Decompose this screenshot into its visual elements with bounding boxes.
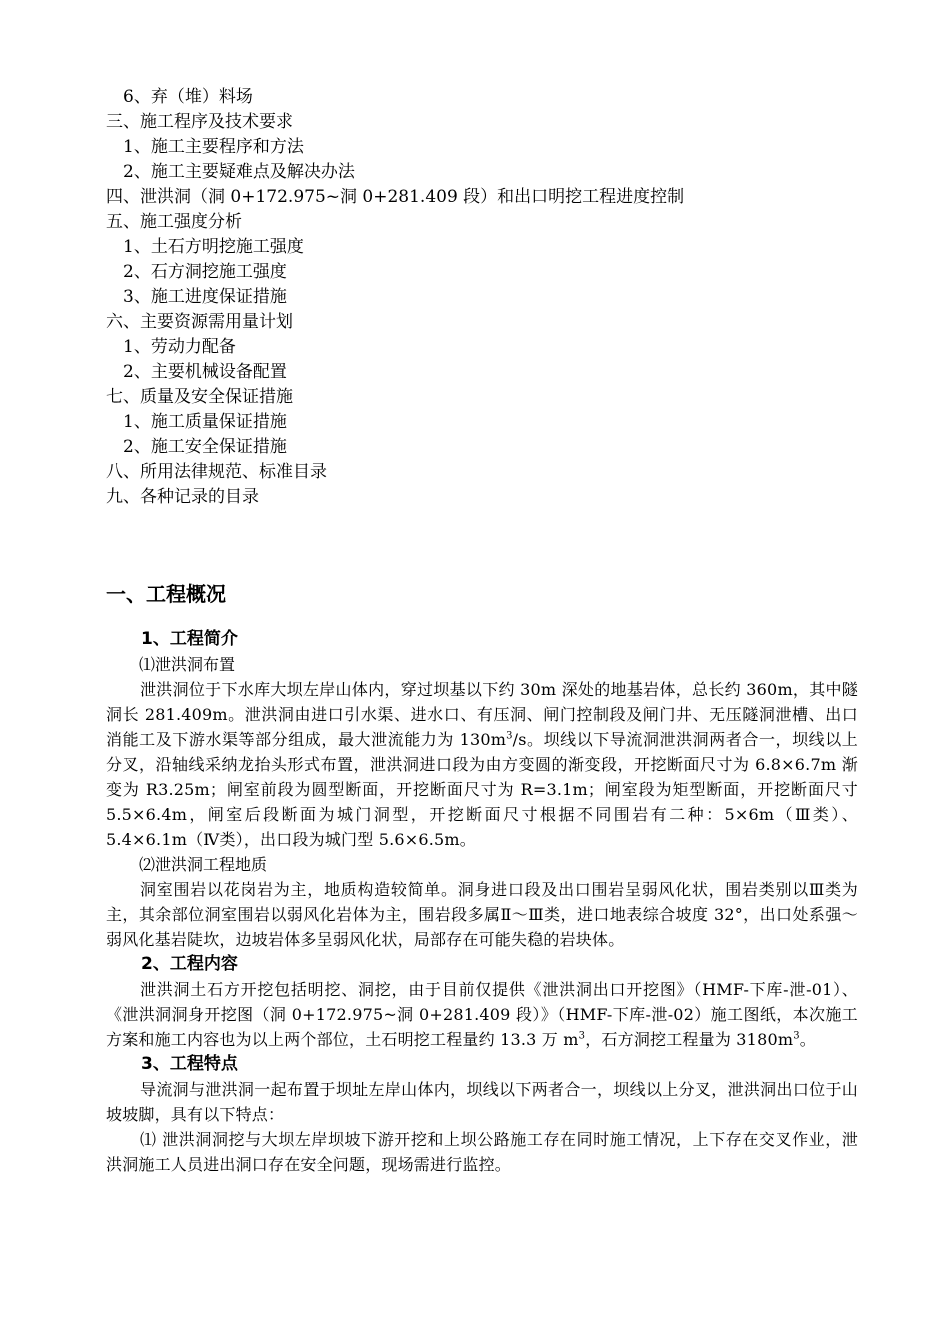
toc-item: 八、所用法律规范、标准目录	[106, 462, 327, 482]
table-of-contents	[106, 85, 866, 510]
paragraph-text: ，石方洞挖工程量为 3180m	[585, 1030, 794, 1049]
subsection-title: 1、工程简介	[141, 629, 238, 649]
section-body	[106, 627, 858, 1177]
item-heading: ⑵泄洪洞工程地质	[139, 855, 268, 874]
toc-item: 四、泄洪洞（洞 0+172.975~洞 0+281.409 段）和出口明挖工程进度控制	[106, 187, 685, 207]
toc-item: 2、石方洞挖施工强度	[123, 262, 287, 282]
section-heading: 一、工程概况	[106, 582, 226, 606]
paragraph: 洞室围岩以花岗岩为主，地质构造较简单。洞身进口段及出口围岩呈弱风化状，围岩类别以Ⅲ类为主，其余部位洞室围岩以弱风化岩体为主，围岩段多属Ⅱ～Ⅲ类，进口地表综合坡度 32°，出口处系强～弱风化基岩陡坎，边坡岩体多呈弱风化状，局部存在可能失稳的岩块体。	[106, 880, 858, 949]
subsection-title: 2、工程内容	[141, 954, 238, 974]
paragraph-text: 。	[799, 1030, 816, 1049]
paragraph-text: 泄洪洞土石方开挖包括明挖、洞挖，由于目前仅提供《泄洪洞出口开挖图》（HMF-下库-泄-01）、《泄洪洞洞身开挖图（洞 0+172.975~洞 0+281.409 段）》（HMF-下库-泄-02）施工图纸，本次施工方案和施工内容也为以上两个部位，土石明挖工程量约 13.3 万 m	[106, 980, 858, 1049]
paragraph-text: 泄洪洞位于下水库大坝左岸山体内，穿过坝基以下约 30m 深处的地基岩体，总长约 360m，其中隧洞长 281.409m。泄洪洞由进口引水渠、进水口、有压洞、闸门控制段及闸门井、无压隧洞泄槽、出口消能工及下游水渠等部分组成，最大泄流能力为 130m	[106, 680, 858, 749]
paragraph-text: /s。坝线以下导流洞泄洪洞两者合一，坝线以上分叉，沿轴线采纳龙抬头形式布置，泄洪洞进口段为由方变圆的渐变段，开挖断面尺寸为 6.8×6.7m 渐变为 R3.25m；闸室前段为圆型断面，开挖断面尺寸为 R=3.1m；闸室段为矩型断面，开挖断面尺寸 5.5×6.4m，闸室后段断面为城门洞型，开挖断面尺寸根据不同围岩有二种：5×6m（Ⅲ类）、5.4×6.1m（Ⅳ类），出口段为城门型 5.6×6.5m。	[106, 730, 858, 849]
toc-item: 九、各种记录的目录	[106, 487, 259, 507]
toc-item: 3、施工进度保证措施	[123, 287, 287, 307]
toc-item: 2、施工安全保证措施	[123, 437, 287, 457]
toc-item: 1、土石方明挖施工强度	[123, 237, 304, 257]
toc-item: 七、质量及安全保证措施	[106, 387, 293, 407]
toc-item: 三、施工程序及技术要求	[106, 112, 293, 132]
toc-item: 6、弃（堆）料场	[123, 87, 253, 107]
paragraph	[106, 677, 858, 852]
superscript: 3	[506, 730, 513, 742]
superscript: 3	[578, 1030, 586, 1042]
toc-item: 1、施工质量保证措施	[123, 412, 287, 432]
paragraph: ⑴ 泄洪洞洞挖与大坝左岸坝坡下游开挖和上坝公路施工存在同时施工情况，上下存在交叉作业，泄洪洞施工人员进出洞口存在安全问题，现场需进行监控。	[106, 1130, 858, 1174]
paragraph	[106, 977, 858, 1052]
toc-item: 1、劳动力配备	[123, 337, 236, 357]
toc-item: 2、施工主要疑难点及解决办法	[123, 162, 355, 182]
subsection-title: 3、工程特点	[141, 1054, 238, 1074]
toc-item: 2、主要机械设备配置	[123, 362, 287, 382]
superscript: 3	[793, 1030, 800, 1042]
toc-item: 六、主要资源需用量计划	[106, 312, 293, 332]
toc-item: 1、施工主要程序和方法	[123, 137, 304, 157]
item-heading: ⑴泄洪洞布置	[139, 655, 236, 674]
toc-item: 五、施工强度分析	[106, 212, 242, 232]
paragraph: 导流洞与泄洪洞一起布置于坝址左岸山体内，坝线以下两者合一，坝线以上分叉，泄洪洞出口位于山坡坡脚，具有以下特点：	[106, 1080, 858, 1124]
